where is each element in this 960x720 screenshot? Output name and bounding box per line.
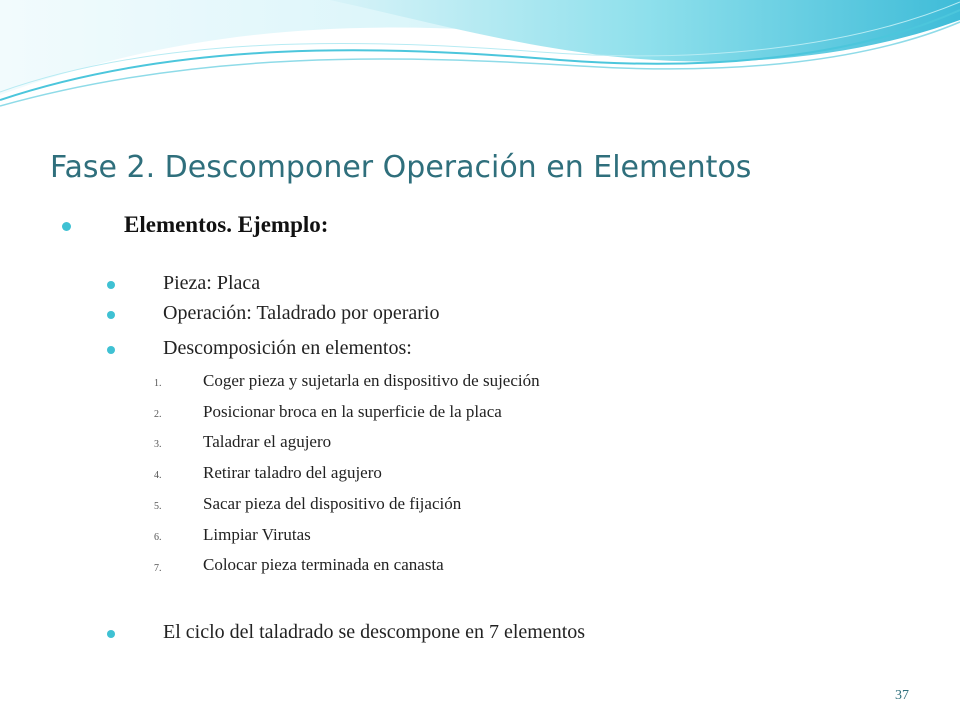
- header-wave-decoration: [0, 0, 960, 120]
- step-number: 4.: [154, 470, 162, 481]
- step-item: Posicionar broca en la superficie de la placa: [203, 402, 502, 421]
- conclusion-text: El ciclo del taladrado se descompone en 7 elementos: [163, 621, 586, 643]
- bullet-item: Operación: Taladrado por operario: [163, 302, 440, 324]
- bullet-dot: [107, 346, 115, 354]
- step-item: Colocar pieza terminada en canasta: [203, 555, 444, 574]
- bullet-dot: [62, 222, 71, 231]
- bullet-dot: [107, 281, 115, 289]
- step-number: 2.: [154, 409, 162, 420]
- step-number: 7.: [154, 563, 162, 574]
- step-item: Taladrar el agujero: [203, 432, 332, 451]
- step-item: Limpiar Virutas: [203, 525, 311, 544]
- step-number: 1.: [154, 378, 162, 389]
- bullet-item: Descomposición en elementos:: [163, 337, 412, 359]
- step-item: Sacar pieza del dispositivo de fijación: [203, 494, 462, 513]
- bullet-dot: [107, 630, 115, 638]
- step-number: 3.: [154, 439, 162, 450]
- step-number: 6.: [154, 532, 162, 543]
- section-heading: Elementos. Ejemplo:: [124, 212, 329, 237]
- step-number: 5.: [154, 501, 162, 512]
- bullet-dot: [107, 311, 115, 319]
- step-item: Coger pieza y sujetarla en dispositivo de sujeción: [203, 371, 540, 390]
- step-item: Retirar taladro del agujero: [203, 463, 382, 482]
- slide-title: Fase 2. Descomponer Operación en Elementos: [50, 150, 752, 185]
- page-number: 37: [895, 688, 909, 703]
- bullet-item: Pieza: Placa: [163, 272, 261, 294]
